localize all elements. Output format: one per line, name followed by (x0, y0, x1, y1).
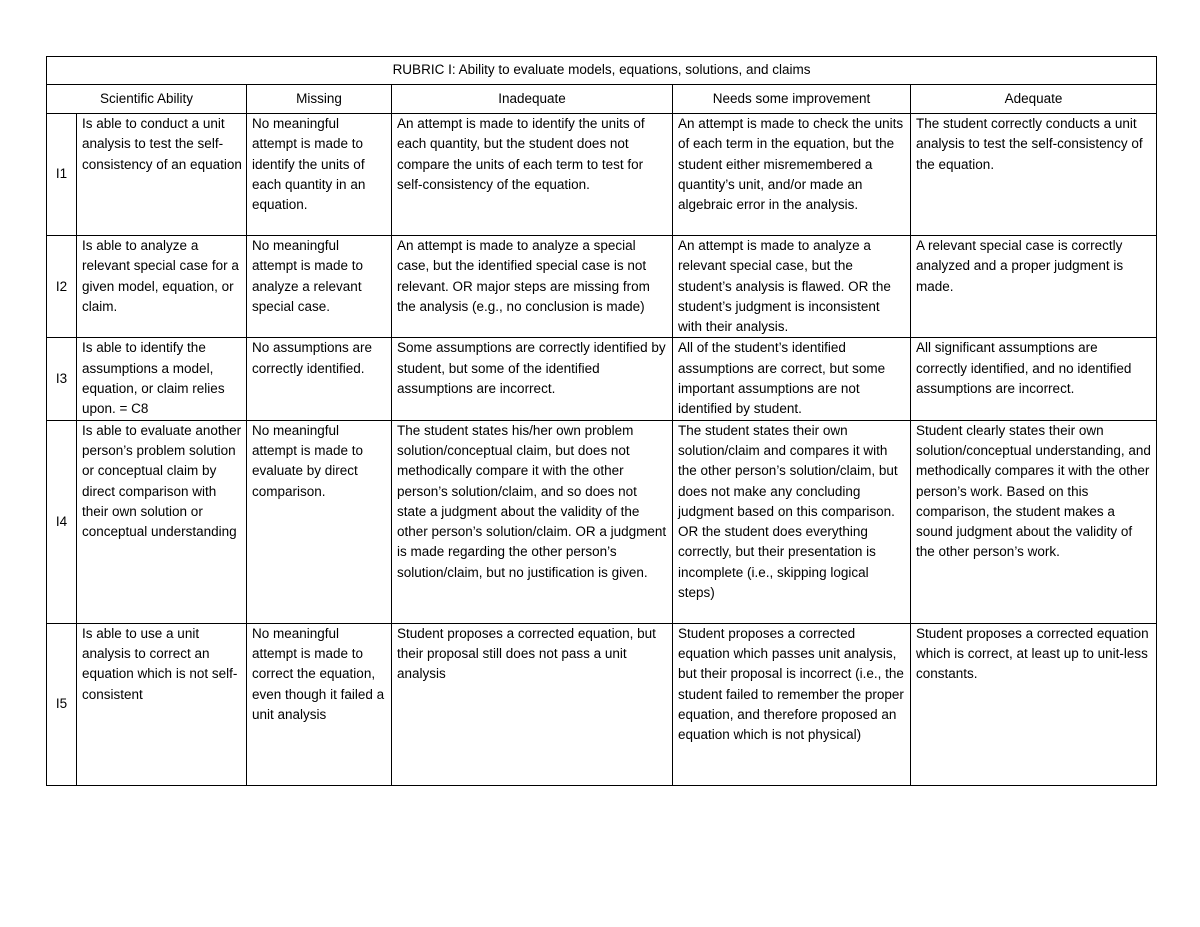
row-id: I2 (47, 236, 77, 338)
missing-cell: No meaningful attempt is made to identify the units of each quantity in an equation. (247, 114, 392, 236)
row-id: I3 (47, 338, 77, 420)
inadequate-cell: The student states his/her own problem solution/conceptual claim, but does not methodically compare it with the other person’s solution/claim, and so does not state a judgment about the validity of the other person’s solution/claim. OR a judgment is made regarding the other person’s solution/claim, but no justification is given. (392, 420, 673, 623)
needs-improvement-cell: Student proposes a corrected equation which passes unit analysis, but their proposal is incorrect (i.e., the student failed to remember the proper equation, and therefore proposed an equation which is not physical) (673, 623, 911, 785)
table-row (47, 420, 1157, 623)
header-scientific-ability: Scientific Ability (47, 85, 247, 114)
rubric-title-row (47, 57, 1157, 85)
inadequate-cell: An attempt is made to identify the units of each quantity, but the student does not compare the units of each term to test for self-consistency of the equation. (392, 114, 673, 236)
inadequate-cell: An attempt is made to analyze a special case, but the identified special case is not relevant. OR major steps are missing from the analysis (e.g., no conclusion is made) (392, 236, 673, 338)
table-row (47, 114, 1157, 236)
table-row (47, 338, 1157, 420)
missing-cell: No meaningful attempt is made to evaluate by direct comparison. (247, 420, 392, 623)
header-adequate: Adequate (911, 85, 1157, 114)
row-id: I5 (47, 623, 77, 785)
header-missing: Missing (247, 85, 392, 114)
missing-cell: No assumptions are correctly identified. (247, 338, 392, 420)
rubric-header-row (47, 85, 1157, 114)
adequate-cell: A relevant special case is correctly analyzed and a proper judgment is made. (911, 236, 1157, 338)
rubric-title: RUBRIC I: Ability to evaluate models, equations, solutions, and claims (47, 57, 1157, 85)
inadequate-cell: Student proposes a corrected equation, but their proposal still does not pass a unit analysis (392, 623, 673, 785)
adequate-cell: The student correctly conducts a unit analysis to test the self-consistency of the equation. (911, 114, 1157, 236)
adequate-cell: Student proposes a corrected equation which is correct, at least up to unit-less constants. (911, 623, 1157, 785)
needs-improvement-cell: The student states their own solution/claim and compares it with the other person’s solution/claim, but does not make any concluding judgment based on this comparison. OR the student does everything correctly, but their presentation is incomplete (i.e., skipping logical steps) (673, 420, 911, 623)
adequate-cell: All significant assumptions are correctly identified, and no identified assumptions are incorrect. (911, 338, 1157, 420)
ability-cell: Is able to identify the assumptions a model, equation, or claim relies upon. = C8 (77, 338, 247, 420)
missing-cell: No meaningful attempt is made to analyze a relevant special case. (247, 236, 392, 338)
ability-cell: Is able to evaluate another person’s problem solution or conceptual claim by direct comparison with their own solution or conceptual understanding (77, 420, 247, 623)
header-inadequate: Inadequate (392, 85, 673, 114)
row-id: I4 (47, 420, 77, 623)
table-row (47, 623, 1157, 785)
row-id: I1 (47, 114, 77, 236)
ability-cell: Is able to conduct a unit analysis to test the self-consistency of an equation (77, 114, 247, 236)
table-row (47, 236, 1157, 338)
needs-improvement-cell: An attempt is made to check the units of each term in the equation, but the student either misremembered a quantity’s unit, and/or made an algebraic error in the analysis. (673, 114, 911, 236)
missing-cell: No meaningful attempt is made to correct the equation, even though it failed a unit analysis (247, 623, 392, 785)
rubric-table (46, 56, 1157, 786)
ability-cell: Is able to use a unit analysis to correct an equation which is not self-consistent (77, 623, 247, 785)
inadequate-cell: Some assumptions are correctly identified by student, but some of the identified assumptions are incorrect. (392, 338, 673, 420)
adequate-cell: Student clearly states their own solution/conceptual understanding, and methodically compares it with the other person’s work. Based on this comparison, the student makes a sound judgment about the validity of the other person’s work. (911, 420, 1157, 623)
header-needs-improvement: Needs some improvement (673, 85, 911, 114)
needs-improvement-cell: An attempt is made to analyze a relevant special case, but the student’s analysis is flawed. OR the student’s judgment is inconsistent with their analysis. (673, 236, 911, 338)
needs-improvement-cell: All of the student’s identified assumptions are correct, but some important assumptions are not identified by student. (673, 338, 911, 420)
ability-cell: Is able to analyze a relevant special case for a given model, equation, or claim. (77, 236, 247, 338)
